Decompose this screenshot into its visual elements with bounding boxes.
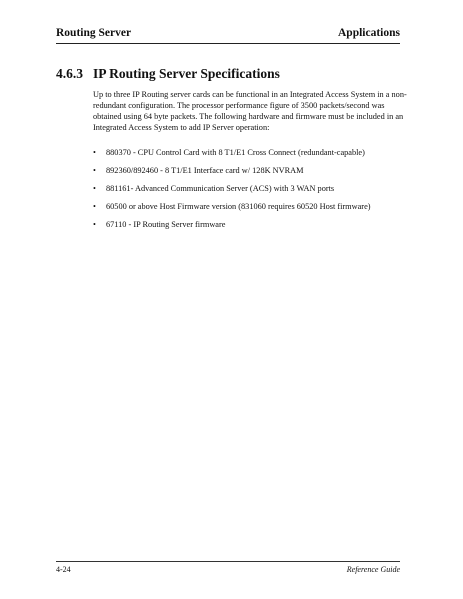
bullet-marker: • <box>93 202 96 211</box>
list-item-text: 881161- Advanced Communication Server (ACS) with 3 WAN ports <box>106 184 335 193</box>
requirements-list <box>93 147 409 237</box>
bullet-marker: • <box>93 220 96 229</box>
list-item-text: 60500 or above Host Firmware version (831060 requires 60520 Host firmware) <box>106 202 371 211</box>
section-heading <box>56 66 280 82</box>
bullet-marker: • <box>93 184 96 193</box>
list-item-text: 67110 - IP Routing Server firmware <box>106 220 226 229</box>
list-item <box>93 147 409 158</box>
list-item <box>93 183 409 194</box>
footer-document-title: Reference Guide <box>346 565 400 574</box>
page-footer <box>56 565 400 574</box>
section-paragraph: Up to three IP Routing server cards can be functional in an Integrated Access System in a non-redundant configuration. The processor performance figure of 3500 packets/second was obtained using 64 byte packets. The following hardware and firmware must be included in an Integrated Access System to add IP Server operation: <box>93 90 407 132</box>
header-rule <box>56 43 400 44</box>
footer-rule <box>56 561 400 562</box>
section-number: 4.6.3 <box>56 66 83 81</box>
bullet-marker: • <box>93 148 96 157</box>
page-number: 4-24 <box>56 565 71 574</box>
list-item <box>93 165 409 176</box>
header-chapter-title: Routing Server <box>56 27 132 39</box>
running-header <box>56 27 400 41</box>
list-item-text: 880370 - CPU Control Card with 8 T1/E1 Cross Connect (redundant-capable) <box>106 148 365 157</box>
section-title: IP Routing Server Specifications <box>93 66 280 81</box>
list-item-text: 892360/892460 - 8 T1/E1 Interface card w/ 128K NVRAM <box>106 166 304 175</box>
bullet-marker: • <box>93 166 96 175</box>
header-section-title: Applications <box>338 27 400 39</box>
list-item <box>93 201 409 212</box>
list-item <box>93 219 409 230</box>
